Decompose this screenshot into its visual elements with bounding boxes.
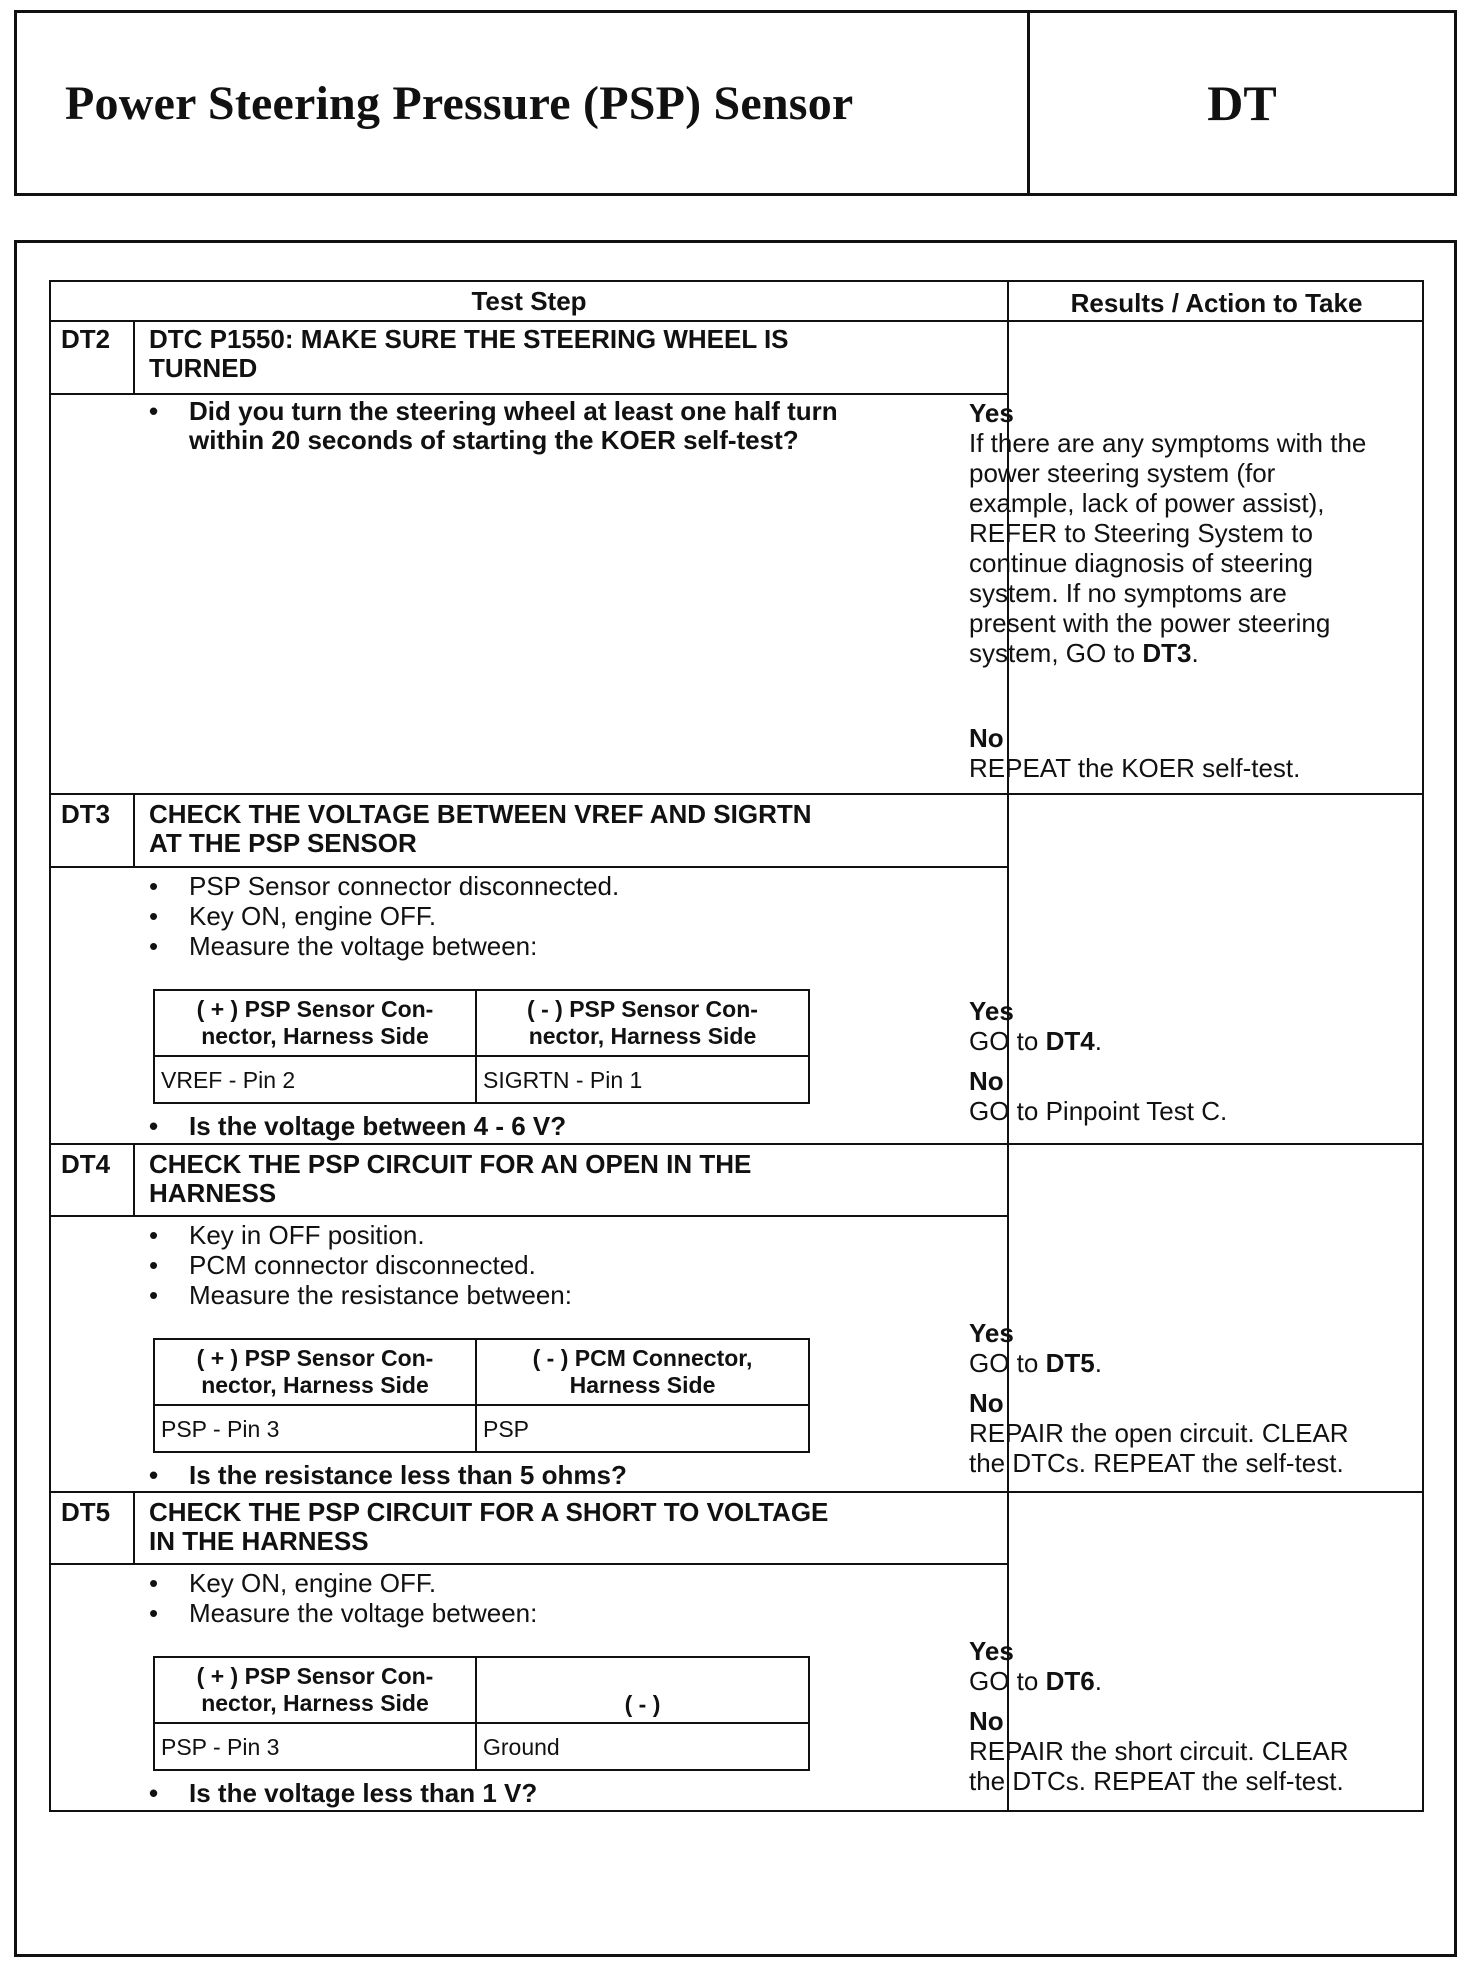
sub-value-cell: Ground xyxy=(483,1733,560,1760)
dt4-title-line2: HARNESS xyxy=(149,1178,277,1208)
bullet-icon: • xyxy=(149,1460,159,1490)
dt3-no-text: GO to Pinpoint Test C. xyxy=(969,1096,1228,1126)
step-rule xyxy=(51,793,1422,795)
section-code: DT xyxy=(1207,75,1277,131)
dt4-no-text: the DTCs. REPEAT the self-test. xyxy=(969,1448,1344,1478)
dt3-yes-goto: GO to xyxy=(969,1026,1046,1056)
sub-value-cell: PSP xyxy=(483,1415,530,1442)
dt5-title-line2: IN THE HARNESS xyxy=(149,1526,369,1556)
dt4-bullet-text: Key in OFF position. xyxy=(189,1220,425,1250)
dt4-measurement-table xyxy=(153,1338,810,1453)
bullet-icon: • xyxy=(149,1280,159,1310)
step-id-dt2: DT2 xyxy=(61,324,111,354)
step-id-dt5: DT5 xyxy=(61,1497,111,1527)
dt4-yes-ref-link[interactable]: DT5 xyxy=(1045,1348,1095,1378)
dt2-yes-line: If there are any symptoms with the xyxy=(969,428,1367,458)
sub-value-cell: PSP - Pin 3 xyxy=(155,1724,477,1769)
dt4-yes-goto: GO to xyxy=(969,1348,1046,1378)
sub-header-cell xyxy=(155,1340,477,1406)
sub-header-cell xyxy=(477,1340,808,1406)
dt5-measurement-table xyxy=(153,1656,810,1771)
dt3-question-text: Is the voltage between 4 - 6 V? xyxy=(189,1111,567,1141)
dt4-bullet-text: PCM connector disconnected. xyxy=(189,1250,536,1280)
no-label: No xyxy=(969,1706,1004,1736)
sub-header-text: ( + ) PSP Sensor Con- xyxy=(196,1663,434,1689)
sub-header-text: Harness Side xyxy=(569,1372,716,1398)
bullet-icon: • xyxy=(149,1250,159,1280)
dt2-no xyxy=(969,723,1300,783)
step-title-rule xyxy=(51,866,1007,868)
dt3-bullet-text: PSP Sensor connector disconnected. xyxy=(189,871,620,901)
id-divider xyxy=(133,1493,135,1565)
dt3-yes-line xyxy=(969,1026,1227,1056)
dt5-results xyxy=(969,1636,1349,1796)
dt3-yes-period: . xyxy=(1094,1026,1102,1056)
dt5-yes-ref-link[interactable]: DT6 xyxy=(1045,1666,1095,1696)
id-divider xyxy=(133,320,135,394)
column-header-results: Results / Action to Take xyxy=(1070,288,1363,318)
sub-header-text: nector, Harness Side xyxy=(201,1690,429,1716)
bullet-icon: • xyxy=(149,1111,159,1141)
dt2-yes-period: . xyxy=(1191,638,1199,668)
dt3-bullet-text: Measure the voltage between: xyxy=(189,931,538,961)
sub-header-text: nector, Harness Side xyxy=(528,1023,757,1049)
bullet-icon: • xyxy=(149,1568,159,1598)
sub-value-cell: PSP - Pin 3 xyxy=(155,1406,477,1451)
dt5-no-text: the DTCs. REPEAT the self-test. xyxy=(969,1766,1344,1796)
page-title: Power Steering Pressure (PSP) Sensor xyxy=(65,76,854,130)
sub-header-cell xyxy=(477,1658,808,1724)
no-label: No xyxy=(969,1066,1004,1096)
header-rule xyxy=(51,320,1422,322)
yes-label: Yes xyxy=(969,398,1014,428)
step-title-rule xyxy=(51,1563,1007,1565)
dt2-title-line1: DTC P1550: MAKE SURE THE STEERING WHEEL IS xyxy=(149,324,789,354)
dt4-results xyxy=(969,1318,1349,1478)
dt2-question-line2: within 20 seconds of starting the KOER self-test? xyxy=(189,425,799,455)
sub-value-cell: VREF - Pin 2 xyxy=(155,1057,477,1102)
dt2-results xyxy=(969,398,1366,668)
dt2-question-line1: Did you turn the steering wheel at least one half turn xyxy=(189,396,838,426)
dt3-results xyxy=(969,996,1227,1126)
dt3-measurement-table xyxy=(153,989,810,1104)
dt2-yes-line: present with the power steering xyxy=(969,608,1331,638)
bullet-icon: • xyxy=(149,1598,159,1628)
bullet-icon: • xyxy=(149,396,159,426)
dt2-yes-line: system. If no symptoms are xyxy=(969,578,1287,608)
yes-label: Yes xyxy=(969,1318,1014,1348)
dt2-yes-line-last xyxy=(969,638,1366,668)
dt5-bullet-text: Measure the voltage between: xyxy=(189,1598,538,1628)
dt2-title-line2: TURNED xyxy=(149,353,258,383)
bullet-icon: • xyxy=(149,1220,159,1250)
sub-header-text: nector, Harness Side xyxy=(201,1372,429,1398)
step-rule xyxy=(51,1491,1422,1493)
dt4-title-line1: CHECK THE PSP CIRCUIT FOR AN OPEN IN THE xyxy=(149,1149,752,1179)
dt3-bullet-text: Key ON, engine OFF. xyxy=(189,901,437,931)
bullet-icon: • xyxy=(149,901,159,931)
sub-value-cell: SIGRTN - Pin 1 xyxy=(483,1066,643,1093)
dt4-question-text: Is the resistance less than 5 ohms? xyxy=(189,1460,627,1490)
dt2-yes-line: continue diagnosis of steering xyxy=(969,548,1314,578)
column-header-test-step: Test Step xyxy=(471,286,587,316)
dt2-yes-line: power steering system (for xyxy=(969,458,1276,488)
page-header xyxy=(14,10,1457,196)
step-rule xyxy=(51,1143,1422,1145)
dt5-bullet-text: Key ON, engine OFF. xyxy=(189,1568,437,1598)
sub-header-cell xyxy=(155,1658,477,1724)
step-id-dt3: DT3 xyxy=(61,799,111,829)
step-title-rule xyxy=(51,393,1007,395)
yes-label: Yes xyxy=(969,1636,1014,1666)
bullet-icon: • xyxy=(149,931,159,961)
sub-header-text: ( + ) PSP Sensor Con- xyxy=(196,996,434,1022)
dt2-yes-line: REFER to Steering System to xyxy=(969,518,1313,548)
dt2-no-text: REPEAT the KOER self-test. xyxy=(969,753,1301,783)
dt2-yes-ref-link[interactable]: DT3 xyxy=(1142,638,1192,668)
dt5-yes-period: . xyxy=(1094,1666,1102,1696)
dt4-bullet-text: Measure the resistance between: xyxy=(189,1280,572,1310)
id-divider xyxy=(133,1145,135,1217)
step-title-rule xyxy=(51,1215,1007,1217)
bullet-icon: • xyxy=(149,871,159,901)
dt3-title-line1: CHECK THE VOLTAGE BETWEEN VREF AND SIGRTN xyxy=(149,799,812,829)
sub-header-text: ( + ) PSP Sensor Con- xyxy=(196,1345,434,1371)
sub-header-cell xyxy=(155,991,477,1057)
dt4-yes-line xyxy=(969,1348,1349,1378)
sub-header-cell xyxy=(477,991,808,1057)
sub-header-text: ( - ) PCM Connector, xyxy=(532,1345,753,1371)
yes-label: Yes xyxy=(969,996,1014,1026)
dt3-yes-ref-link[interactable]: DT4 xyxy=(1045,1026,1095,1056)
dt5-yes-goto: GO to xyxy=(969,1666,1046,1696)
dt4-no-text: REPAIR the open circuit. CLEAR xyxy=(969,1418,1349,1448)
dt2-yes-line: example, lack of power assist), xyxy=(969,488,1325,518)
dt5-yes-line xyxy=(969,1666,1349,1696)
dt3-title-line2: AT THE PSP SENSOR xyxy=(149,828,417,858)
dt4-yes-period: . xyxy=(1094,1348,1102,1378)
dt5-no-text: REPAIR the short circuit. CLEAR xyxy=(969,1736,1349,1766)
sub-header-text: nector, Harness Side xyxy=(201,1023,429,1049)
sub-header-text: ( - ) PSP Sensor Con- xyxy=(527,996,758,1022)
diagnostic-table xyxy=(49,280,1424,1812)
dt2-yes-goto: system, GO to xyxy=(969,638,1143,668)
id-divider xyxy=(133,795,135,867)
no-label: No xyxy=(969,723,1004,753)
step-id-dt4: DT4 xyxy=(61,1149,111,1179)
no-label: No xyxy=(969,1388,1004,1418)
sub-header-text: ( - ) xyxy=(624,1691,661,1717)
dt5-title-line1: CHECK THE PSP CIRCUIT FOR A SHORT TO VOLTAGE xyxy=(149,1497,829,1527)
bullet-icon: • xyxy=(149,1778,159,1808)
dt5-question-text: Is the voltage less than 1 V? xyxy=(189,1778,538,1808)
